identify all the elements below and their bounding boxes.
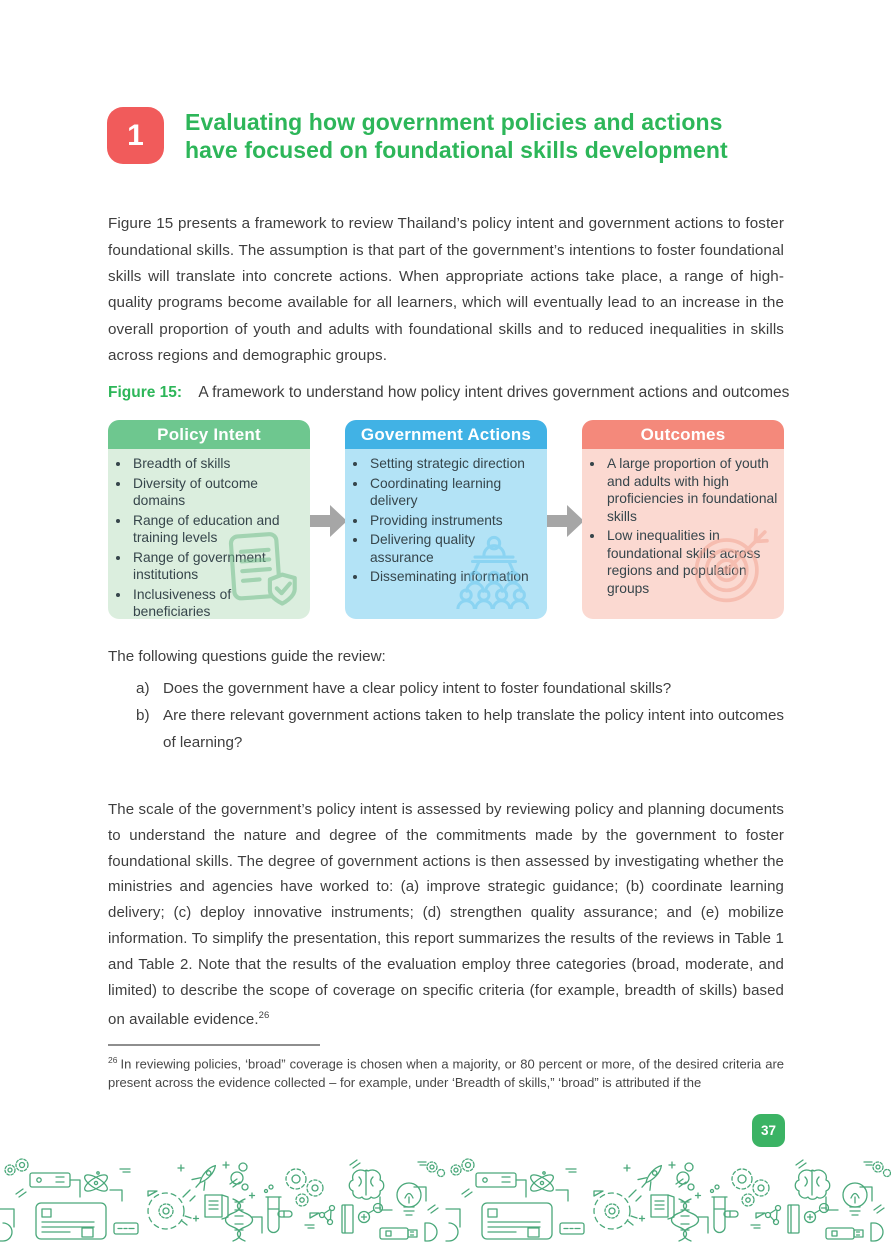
policy-intent-box-title: Policy Intent [108,420,310,449]
section-header [107,107,728,164]
government-actions-box-title: Government Actions [345,420,547,449]
methodology-paragraph-text: The scale of the government’s policy intent is assessed by reviewing policy and planning documents to understand the nature and degree of the commitments made by the government to foster foundational skills. The degree of government actions is then assessed by investigating whether the ministries and agencies have worked to: (a) improve strategic guidance; (b) coordinate learning delivery; (c) deploy innovative instruments; (d) strengthen quality assurance; and (e) mobilize information. To simplify the presentation, this report summarizes the results of the reviews in Table 1 and Table 2. Note that the results of the evaluation employ three categories (broad, moderate, and limited) to describe the scope of coverage on specific criteria (for example, breadth of skills) based on available evidence. [108,801,784,1029]
list-item: • Inclusiveness of beneficiaries [131,586,305,620]
list-item: • Disseminating information [368,568,542,586]
footnote-marker: 26 [108,1055,118,1065]
section-title-line2: have focused on foundational skills development [185,136,728,163]
footnote-text: In reviewing policies, ‘broad” coverage is chosen when a majority, or 80 percent or more, of the desired criteria are present across the evidence collected – for example, under ‘Breadth of skills,” ‘broad” is attributed if the [108,1056,784,1090]
outcomes-list [588,455,779,597]
list-item: • Low inequalities in foundational skills across regions and population groups [605,527,779,597]
questions-intro: The following questions guide the review: [108,648,386,665]
government-actions-box [345,420,547,619]
footnote-reference: 26 [258,1010,270,1022]
flow-arrow-icon [310,504,348,538]
methodology-paragraph [108,797,784,1033]
section-number-badge: 1 [107,107,164,164]
intro-paragraph: Figure 15 presents a framework to review Thailand’s policy intent and government actions to foster foundational skills. The assumption is that part of the government’s intentions to foster foundational skills will translate into concrete actions. When appropriate actions take place, a range of high-quality programs become available for all learners, which will eventually lead to an increase in the overall proportion of youth and adults with foundational skills and to reduced inequalities in skills across regions and demographic groups. [108,215,784,365]
question-marker: b) [136,707,150,724]
list-item: • Diversity of outcome domains [131,475,305,510]
policy-intent-list [114,455,305,619]
footnote [108,1051,784,1093]
list-item: • Delivering quality assurance [368,531,542,566]
list-item: • Setting strategic direction [368,455,542,473]
question-item-b [136,703,784,757]
section-title-line1: Evaluating how government policies and actions [185,109,723,135]
outcomes-box-title: Outcomes [582,420,784,449]
list-item: • A large proportion of youth and adults with high proficiencies in foundational skills [605,455,779,525]
figure-caption-text: A framework to understand how policy intent drives government actions and outcomes [198,384,790,401]
page-number-badge: 37 [752,1114,785,1147]
policy-intent-box [108,420,310,619]
list-item: • Range of government institutions [131,549,305,584]
question-item-a [136,676,784,703]
question-marker: a) [136,680,150,697]
figure-caption-label: Figure 15: [108,384,183,401]
list-item: • Range of education and training levels [131,512,305,547]
list-item: • Coordinating learning delivery [368,475,542,510]
footnote-divider [108,1044,320,1046]
section-title [185,107,728,164]
question-text: Does the government have a clear policy intent to foster foundational skills? [163,680,672,697]
footer-doodles [0,1157,891,1242]
outcomes-box [582,420,784,619]
list-item: • Breadth of skills [131,455,305,473]
flow-arrow-icon [547,504,585,538]
doodle-pattern-icon [0,1157,891,1242]
government-actions-list [351,455,542,586]
figure-caption [108,384,789,402]
list-item: • Providing instruments [368,512,542,530]
figure-diagram [108,420,784,620]
question-text: Are there relevant government actions taken to help translate the policy intent into outcomes of learning? [163,707,784,751]
